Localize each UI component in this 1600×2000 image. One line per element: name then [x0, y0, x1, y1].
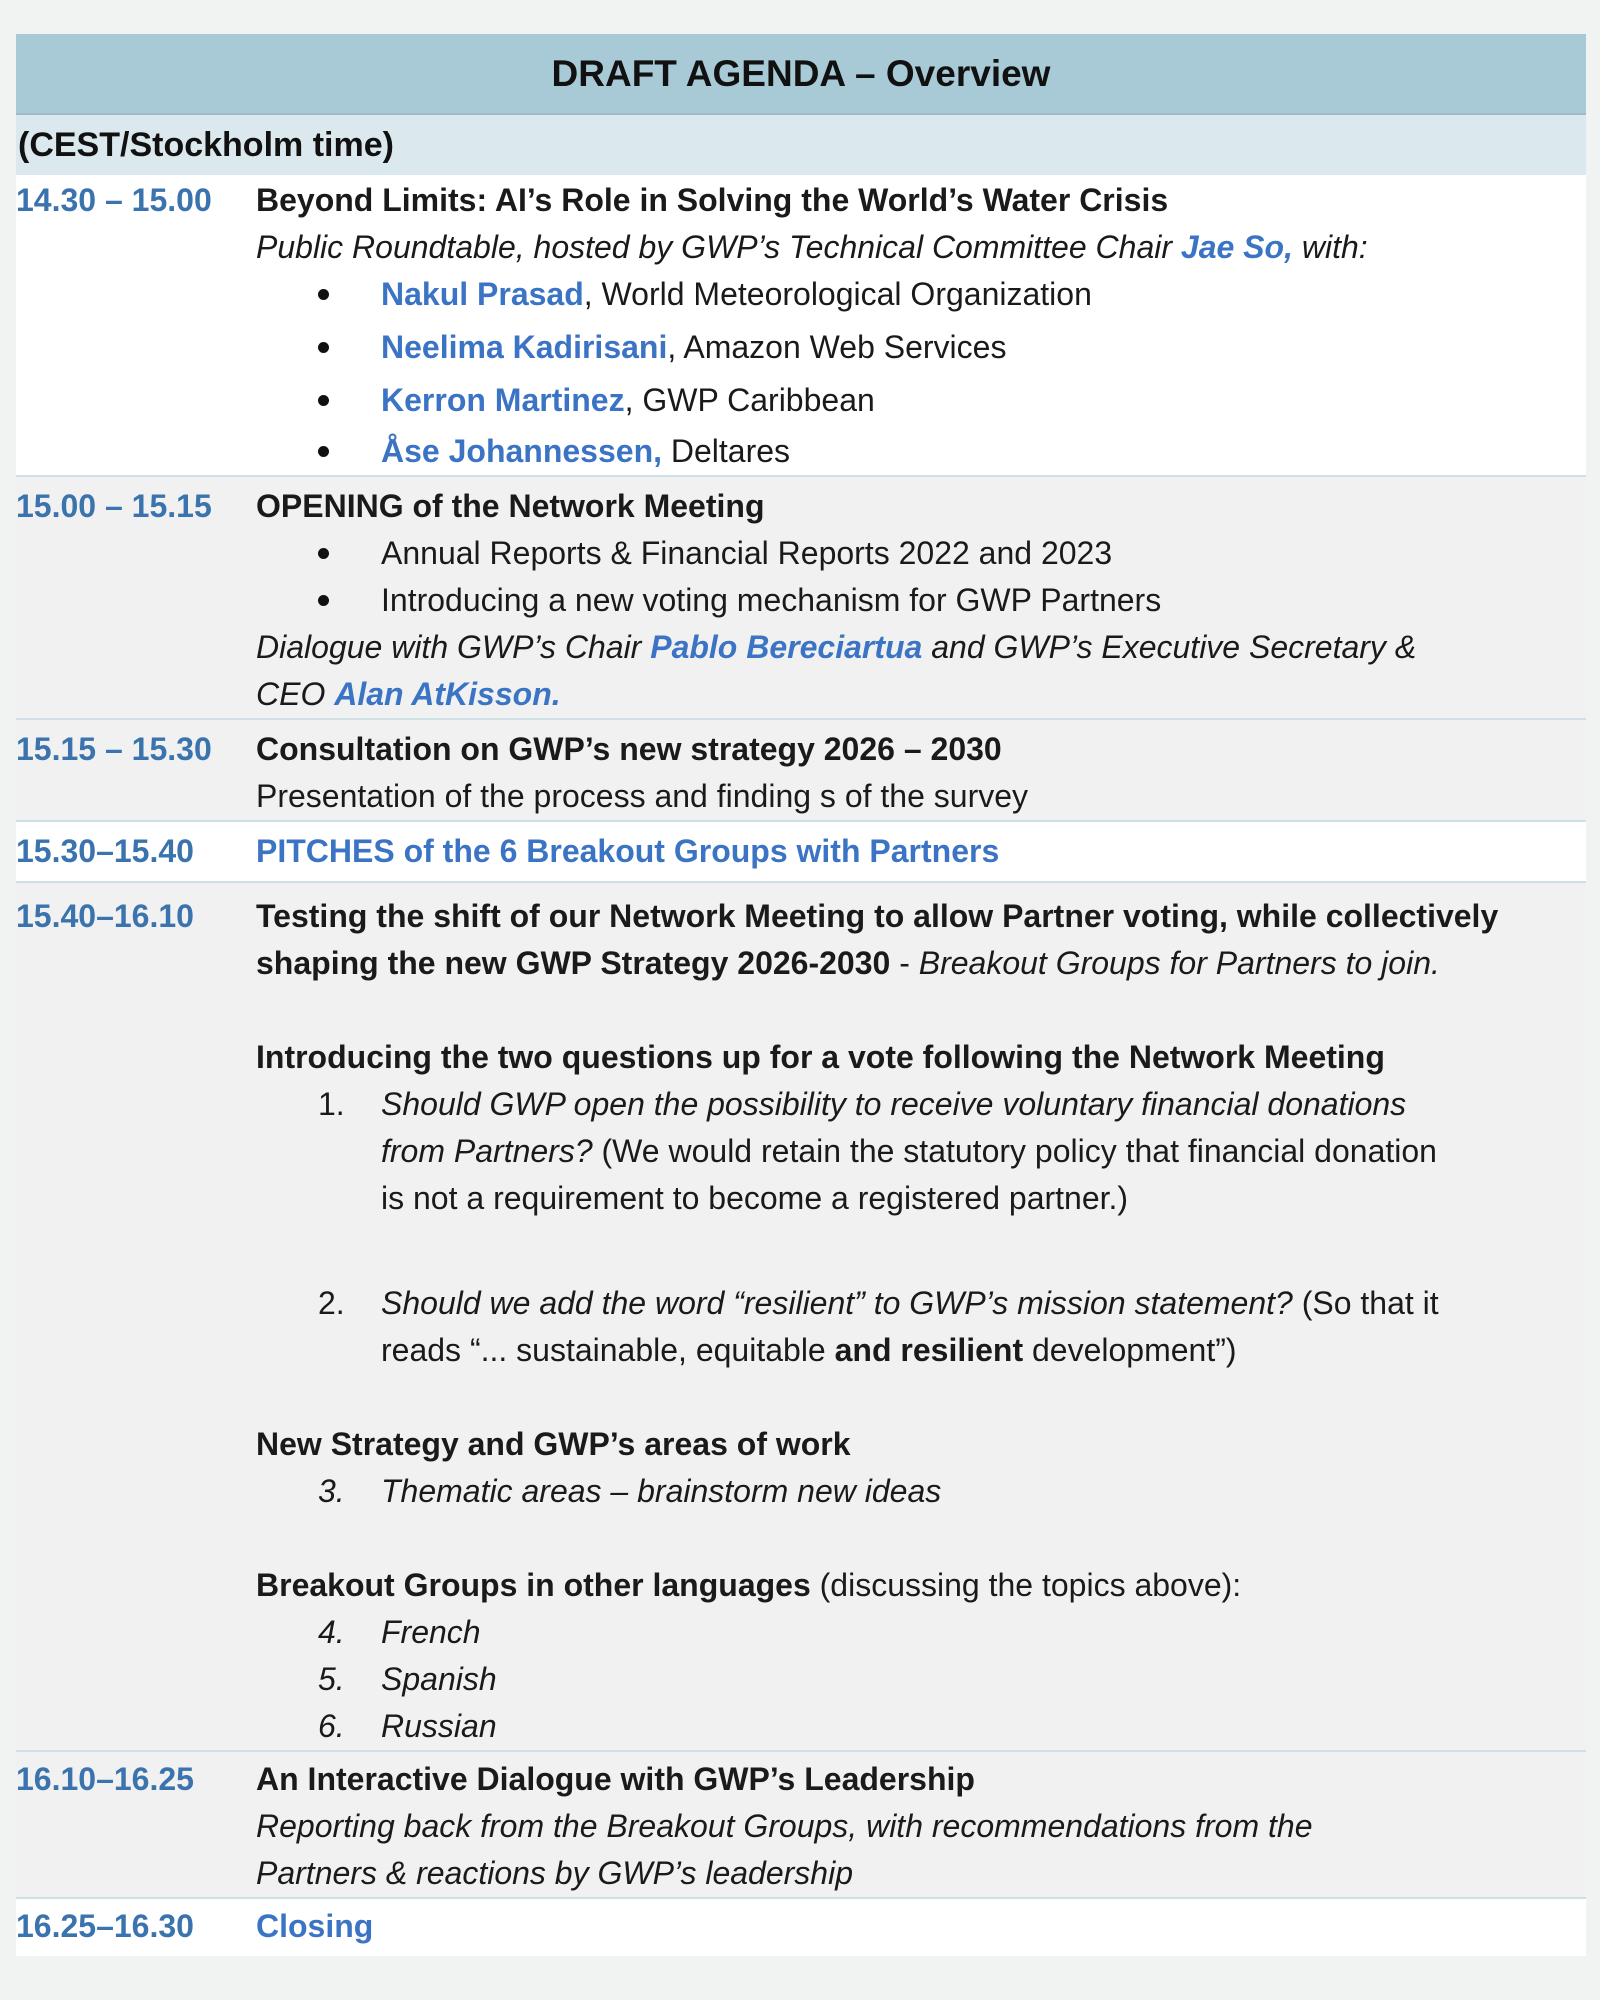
- list-item: [256, 1703, 1582, 1750]
- session-heading: Consultation on GWP’s new strategy 2026 – 2030: [256, 731, 1002, 767]
- item-number: 3.: [318, 1473, 345, 1509]
- list-item: [256, 377, 1582, 424]
- chair-name: Pablo Bereciartua: [650, 629, 923, 665]
- list-item: [256, 1280, 1582, 1374]
- bullet-icon: [318, 289, 329, 300]
- session-time: 14.30 – 15.00: [16, 182, 212, 218]
- panelist-org: , GWP Caribbean: [624, 382, 875, 418]
- bullet-text: Annual Reports & Financial Reports 2022 and 2023: [381, 535, 1113, 571]
- language-name: French: [381, 1614, 481, 1650]
- session-time: 16.10–16.25: [16, 1761, 194, 1797]
- strategy-heading: New Strategy and GWP’s areas of work: [256, 1426, 851, 1462]
- question-note: reads “... sustainable, equitable: [381, 1332, 835, 1368]
- bullet-icon: [318, 342, 329, 353]
- session-row-1: [16, 175, 1586, 475]
- session-content: [256, 891, 1586, 1750]
- question-note: development”): [1023, 1332, 1237, 1368]
- timezone-label: (CEST/Stockholm time): [16, 115, 1586, 175]
- heading-note: Breakout Groups for Partners to join.: [918, 945, 1440, 981]
- heading-note: (discussing the topics above):: [810, 1567, 1242, 1603]
- session-content: [256, 481, 1586, 718]
- list-item: [256, 1081, 1582, 1222]
- question-text: Should GWP open the possibility to receive voluntary financial donations: [381, 1086, 1407, 1122]
- bullet-icon: [318, 595, 329, 606]
- list-item: [256, 577, 1582, 624]
- languages-heading: [256, 1562, 1582, 1609]
- panelist-org: , Amazon Web Services: [667, 329, 1007, 365]
- item-text: Thematic areas – brainstorm new ideas: [381, 1473, 942, 1509]
- session-row-5: [16, 881, 1586, 1750]
- dialogue-text: Dialogue with GWP’s Chair: [256, 629, 651, 665]
- session-content: [256, 826, 1586, 875]
- session-heading: PITCHES of the 6 Breakout Groups with Partners: [256, 833, 1000, 869]
- subtitle-text: with:: [1292, 229, 1368, 265]
- heading-text: Breakout Groups in other languages: [256, 1567, 811, 1603]
- panelist-name: Åse Johannessen,: [381, 433, 662, 469]
- session-content: [256, 175, 1586, 475]
- session-row-3: [16, 718, 1586, 820]
- session-content: [256, 1754, 1586, 1897]
- question-italic: from Partners?: [381, 1133, 593, 1169]
- list-item: [256, 271, 1582, 318]
- agenda-title: DRAFT AGENDA – Overview: [16, 34, 1586, 115]
- item-number: 2.: [318, 1285, 345, 1321]
- session-row-2: [16, 475, 1586, 718]
- panelist-list: [256, 271, 1582, 475]
- session-heading: Closing: [256, 1908, 374, 1944]
- session-heading: OPENING of the Network Meeting: [256, 488, 765, 524]
- item-number: 4.: [318, 1614, 345, 1650]
- ceo-name: Alan AtKisson.: [334, 676, 561, 712]
- list-item: [256, 530, 1582, 577]
- question-note: is not a requirement to become a registered partner.): [381, 1180, 1129, 1216]
- bullet-text: Introducing a new voting mechanism for GWP Partners: [381, 582, 1162, 618]
- question-italic: Should we add the word “resilient” to GWP’s mission statement?: [381, 1285, 1293, 1321]
- bullet-icon: [318, 548, 329, 559]
- spacer: [256, 1374, 1582, 1421]
- session-row-7: [16, 1897, 1586, 1956]
- strategy-list: [256, 1468, 1582, 1515]
- item-number: 5.: [318, 1661, 345, 1697]
- panelist-name: Neelima Kadirisani: [381, 329, 668, 365]
- spacer: [256, 987, 1582, 1034]
- list-item: [256, 1609, 1582, 1656]
- session-description: Reporting back from the Breakout Groups, with recommendations from the: [256, 1808, 1313, 1844]
- heading-text: shaping the new GWP Strategy 2026-2030: [256, 945, 891, 981]
- session-heading: Beyond Limits: AI’s Role in Solving the World’s Water Crisis: [256, 182, 1169, 218]
- question-bold: and resilient: [834, 1332, 1024, 1368]
- question-list: [256, 1081, 1582, 1374]
- session-description: Presentation of the process and finding s of the survey: [256, 778, 1029, 814]
- question-note: (So that it: [1292, 1285, 1439, 1321]
- spacer: [256, 1515, 1582, 1562]
- session-heading-line2: [256, 940, 1582, 987]
- bullet-icon: [318, 395, 329, 406]
- list-item: [256, 1468, 1582, 1515]
- session-time: 15.15 – 15.30: [16, 731, 212, 767]
- heading-dash: -: [890, 945, 919, 981]
- question-text: [381, 1280, 1582, 1327]
- dialogue-text: CEO: [256, 676, 335, 712]
- list-item: [256, 428, 1582, 475]
- session-description: Partners & reactions by GWP’s leadership: [256, 1855, 853, 1891]
- list-item: [256, 324, 1582, 371]
- session-content: [256, 1901, 1586, 1950]
- language-list: [256, 1609, 1582, 1750]
- session-time: 15.40–16.10: [16, 898, 194, 934]
- list-item: [256, 1656, 1582, 1703]
- panelist-org: , World Meteorological Organization: [583, 276, 1092, 312]
- session-heading: Testing the shift of our Network Meeting to allow Partner voting, while collectively: [256, 898, 1499, 934]
- dialogue-line: [256, 671, 1582, 718]
- panelist-org: Deltares: [662, 433, 791, 469]
- session-time: 16.25–16.30: [16, 1908, 194, 1944]
- bullet-icon: [318, 446, 329, 457]
- dialogue-line: [256, 624, 1582, 671]
- question-text: [381, 1128, 1582, 1175]
- question-text: [381, 1327, 1582, 1374]
- dialogue-text: and GWP’s Executive Secretary &: [922, 629, 1417, 665]
- item-number: 1.: [318, 1086, 345, 1122]
- session-time: 15.30–15.40: [16, 833, 194, 869]
- language-name: Russian: [381, 1708, 497, 1744]
- agenda-document: [16, 34, 1586, 1956]
- session-time: 15.00 – 15.15: [16, 488, 212, 524]
- session-subtitle: [256, 224, 1582, 271]
- language-name: Spanish: [381, 1661, 497, 1697]
- item-number: 6.: [318, 1708, 345, 1744]
- panelist-name: Nakul Prasad: [381, 276, 584, 312]
- question-note: (We would retain the statutory policy that financial donation: [592, 1133, 1437, 1169]
- session-row-4: [16, 820, 1586, 881]
- agenda-bullet-list: [256, 530, 1582, 624]
- session-heading: An Interactive Dialogue with GWP’s Leadership: [256, 1761, 975, 1797]
- questions-heading: Introducing the two questions up for a vote following the Network Meeting: [256, 1039, 1385, 1075]
- subtitle-text: Public Roundtable, hosted by GWP’s Technical Committee Chair: [256, 229, 1181, 265]
- host-name: Jae So,: [1180, 229, 1293, 265]
- session-content: [256, 724, 1586, 820]
- session-row-6: [16, 1750, 1586, 1897]
- panelist-name: Kerron Martinez: [381, 382, 625, 418]
